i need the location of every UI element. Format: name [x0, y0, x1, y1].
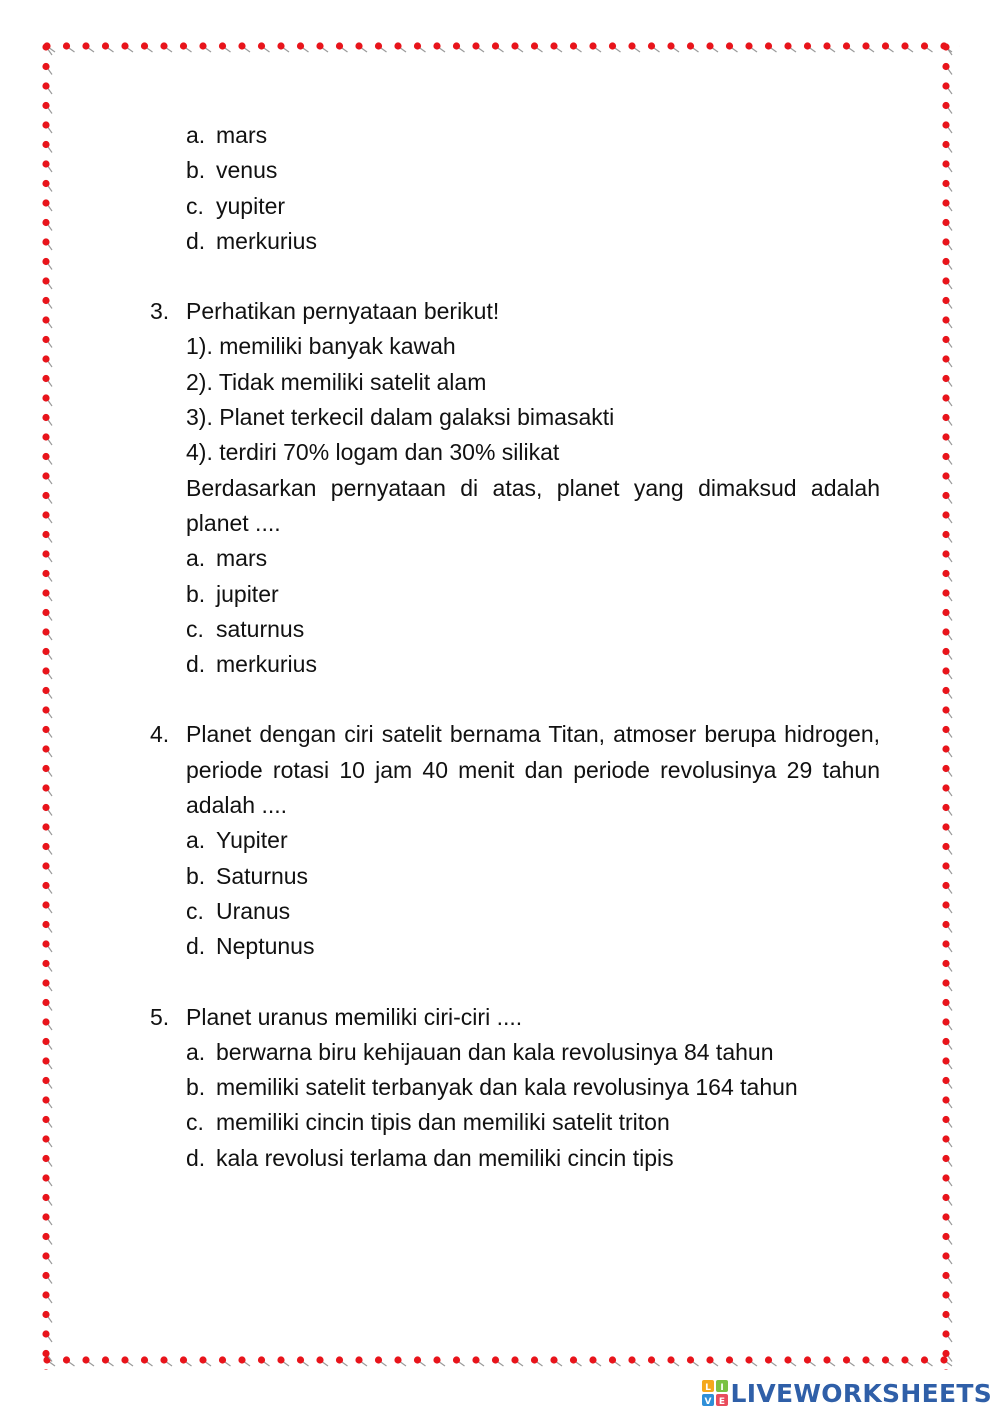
question-3 — [150, 294, 880, 682]
option-item[interactable]: a. berwarna biru kehijauan dan kala revolusinya 84 tahun — [186, 1038, 774, 1065]
question-number: 5. — [150, 1003, 170, 1030]
option-item: b. venus — [186, 157, 278, 184]
option-item[interactable]: a. Yupiter — [186, 827, 288, 854]
statement-item: 2). Tidak memiliki satelit alam — [186, 368, 487, 395]
question-body — [186, 717, 880, 964]
option-item[interactable]: c. memiliki cincin tipis dan memiliki satelit triton — [186, 1109, 670, 1136]
liveworksheets-brand[interactable] — [701, 1376, 992, 1410]
question-number: 4. — [150, 721, 170, 748]
decorative-border-top — [40, 38, 960, 56]
svg-text:V: V — [704, 1397, 712, 1407]
option-item[interactable]: d. kala revolusi terlama dan memiliki cincin tipis — [186, 1144, 674, 1171]
option-item[interactable]: b. memiliki satelit terbanyak dan kala revolusinya 164 tahun — [186, 1074, 798, 1101]
option-item[interactable]: d. Neptunus — [186, 933, 315, 960]
decorative-border-right — [938, 40, 956, 1370]
question-5 — [150, 1000, 880, 1176]
dot-border-top-svg — [40, 38, 960, 56]
statement-item: 3). Planet terkecil dalam galaksi bimasakti — [186, 404, 615, 431]
option-item: a. mars — [186, 122, 268, 148]
dot-border-right-svg — [938, 40, 956, 1370]
dot-border-bottom-svg — [40, 1352, 960, 1370]
decorative-border-bottom — [40, 1352, 960, 1370]
decorative-border-left — [38, 40, 56, 1370]
question-number: 3. — [150, 298, 170, 325]
question-4 — [150, 717, 880, 964]
question-body — [186, 1000, 880, 1176]
question-body — [186, 294, 880, 682]
question-prompt: Planet dengan ciri satelit bernama Titan, atmoser berupa hidrogen, periode rotasi 10 jam 40 menit dan periode revolusinya 29 tahun adalah .... — [186, 721, 880, 819]
svg-text:I: I — [719, 1383, 724, 1393]
option-item[interactable]: d. merkurius — [186, 651, 317, 678]
option-item[interactable]: c. Uranus — [186, 897, 291, 924]
option-item[interactable]: b. Saturnus — [186, 862, 309, 889]
option-item[interactable]: c. saturnus — [186, 615, 305, 642]
question-prompt: Perhatikan pernyataan berikut! — [186, 298, 500, 325]
statement-item: 1). memiliki banyak kawah — [186, 333, 456, 360]
question-followup: Berdasarkan pernyataan di atas, planet yang dimaksud adalah planet .... — [186, 474, 880, 536]
leading-options — [150, 118, 880, 259]
statement-item: 4). terdiri 70% logam dan 30% silikat — [186, 439, 560, 466]
question-prompt: Planet uranus memiliki ciri-ciri .... — [186, 1003, 523, 1030]
liveworksheets-logo-icon — [701, 1379, 729, 1407]
option-item[interactable]: b. jupiter — [186, 580, 279, 607]
worksheet-content — [150, 118, 880, 1176]
dot-border-left-svg — [38, 40, 56, 1370]
option-item[interactable]: a. mars — [186, 545, 268, 572]
svg-text:L: L — [704, 1383, 711, 1393]
option-item: d. merkurius — [186, 227, 317, 254]
brand-name: LIVEWORKSHEETS — [730, 1378, 992, 1408]
option-item: c. yupiter — [186, 192, 286, 219]
svg-text:E: E — [718, 1397, 725, 1407]
